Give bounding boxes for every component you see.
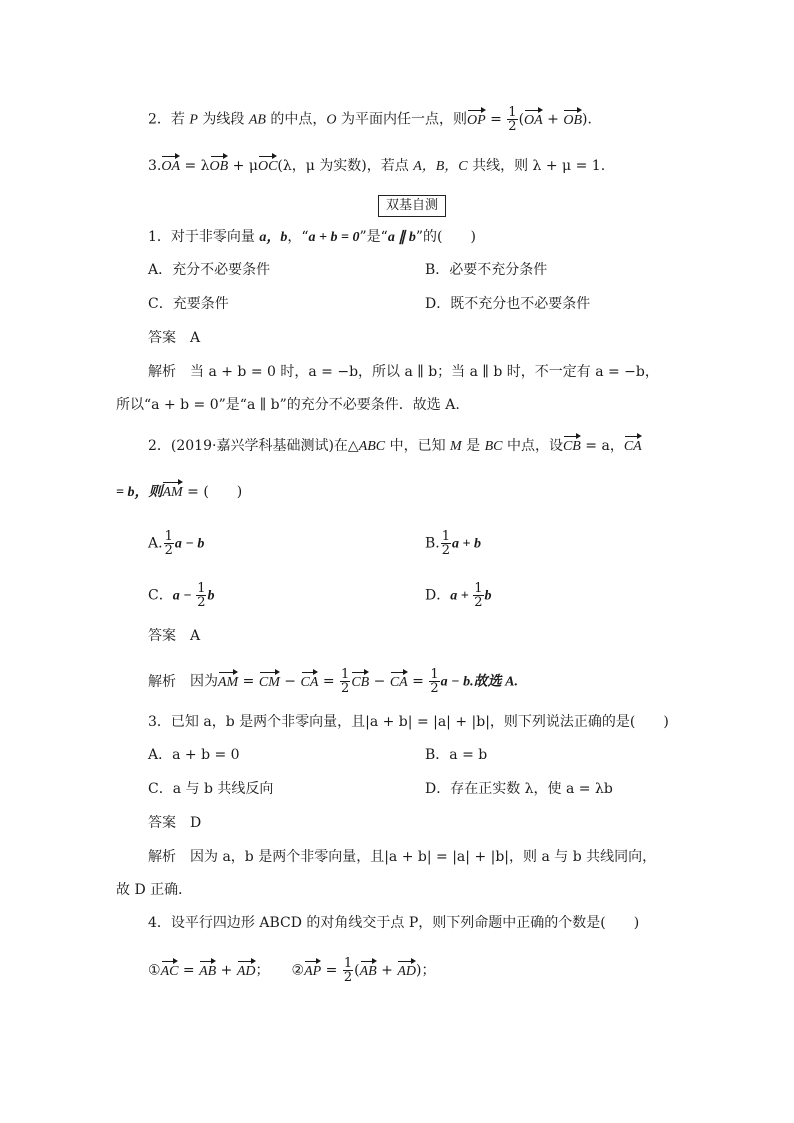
q2-option-d: D．a + $\frac{1}{2}$ b: [425, 581, 492, 610]
q4-stem: 4．设平行四边形 ABCD 的对角线交于点 P，则下列命题中正确的个数是( ): [148, 915, 640, 931]
fraction-half: $\frac{1}{2}$: [508, 105, 517, 134]
intro-item-2: 2．若 P 为线段 AB 的中点，O 为平面内任一点，则OP = $\frac{1}{2}$ (OA + OB)．: [148, 105, 602, 134]
q2-option-b: B. $\frac{1}{2}$ a + b: [425, 529, 482, 558]
q3-option-b: B．a = b: [425, 747, 488, 763]
q3-answer: 答案 D: [148, 815, 202, 831]
q3-option-a: A．a + b = 0: [148, 747, 240, 763]
q3-analysis-line-2: 故 D 正确．: [116, 882, 193, 898]
q2-option-c: C．a − $\frac{1}{2}$ b: [148, 581, 215, 610]
q1-option-d: D．既不充分也不必要条件: [425, 296, 591, 312]
q4-claims: ①AC = AB + AD； ②AP = $\frac{1}{2}$ (AB + AD)；: [148, 956, 436, 985]
q1-analysis-line-1: 解析 当 a + b = 0 时，a = −b，所以 a ∥ b；当 a ∥ b 时，不一定有 a = −b，: [148, 364, 659, 380]
q3-option-d: D．存在正实数 λ，使 a = λb: [425, 781, 613, 797]
q2-stem-line-1: 2．(2019·嘉兴学科基础测试)在△ABC 中，已知 M 是 BC 中点，设CB = a，CA: [148, 436, 642, 457]
q2-analysis: 解析 因为AM = CM − CA = $\frac{1}{2}$ CB − CA = $\frac{1}{2}$ a − b.故选 A.: [148, 667, 518, 696]
q3-analysis-line-1: 解析 因为 a，b 是两个非零向量，且|a + b| = |a| + |b|，则 a 与 b 共线同向，: [148, 849, 657, 865]
q2-answer: 答案 A: [148, 628, 201, 644]
q2-stem-line-2: = b，则AM = ( ): [116, 482, 242, 503]
q1-option-c: C．充要条件: [148, 296, 229, 312]
q3-option-c: C．a 与 b 共线反向: [148, 781, 274, 797]
q3-stem: 3．已知 a，b 是两个非零向量，且|a + b| = |a| + |b|，则下列说法正确的是( ): [148, 714, 669, 730]
q1-answer: 答案 A: [148, 330, 201, 346]
intro-item-3: 3.OA = λOB + μOC(λ，μ 为实数)，若点 A，B，C 共线，则 λ + μ = 1.: [148, 156, 605, 177]
q1-stem: 1．对于非零向量 a，b，“a + b = 0”是“a ∥ b”的( ): [148, 229, 476, 245]
q1-option-b: B．必要不充分条件: [425, 262, 548, 278]
q1-option-a: A．充分不必要条件: [148, 262, 271, 278]
q1-analysis-line-2: 所以“a + b = 0”是“a ∥ b”的充分不必要条件．故选 A.: [116, 397, 460, 413]
section-title: 双基自测: [378, 195, 446, 217]
q2-option-a: A. $\frac{1}{2}$ a − b: [148, 529, 205, 558]
